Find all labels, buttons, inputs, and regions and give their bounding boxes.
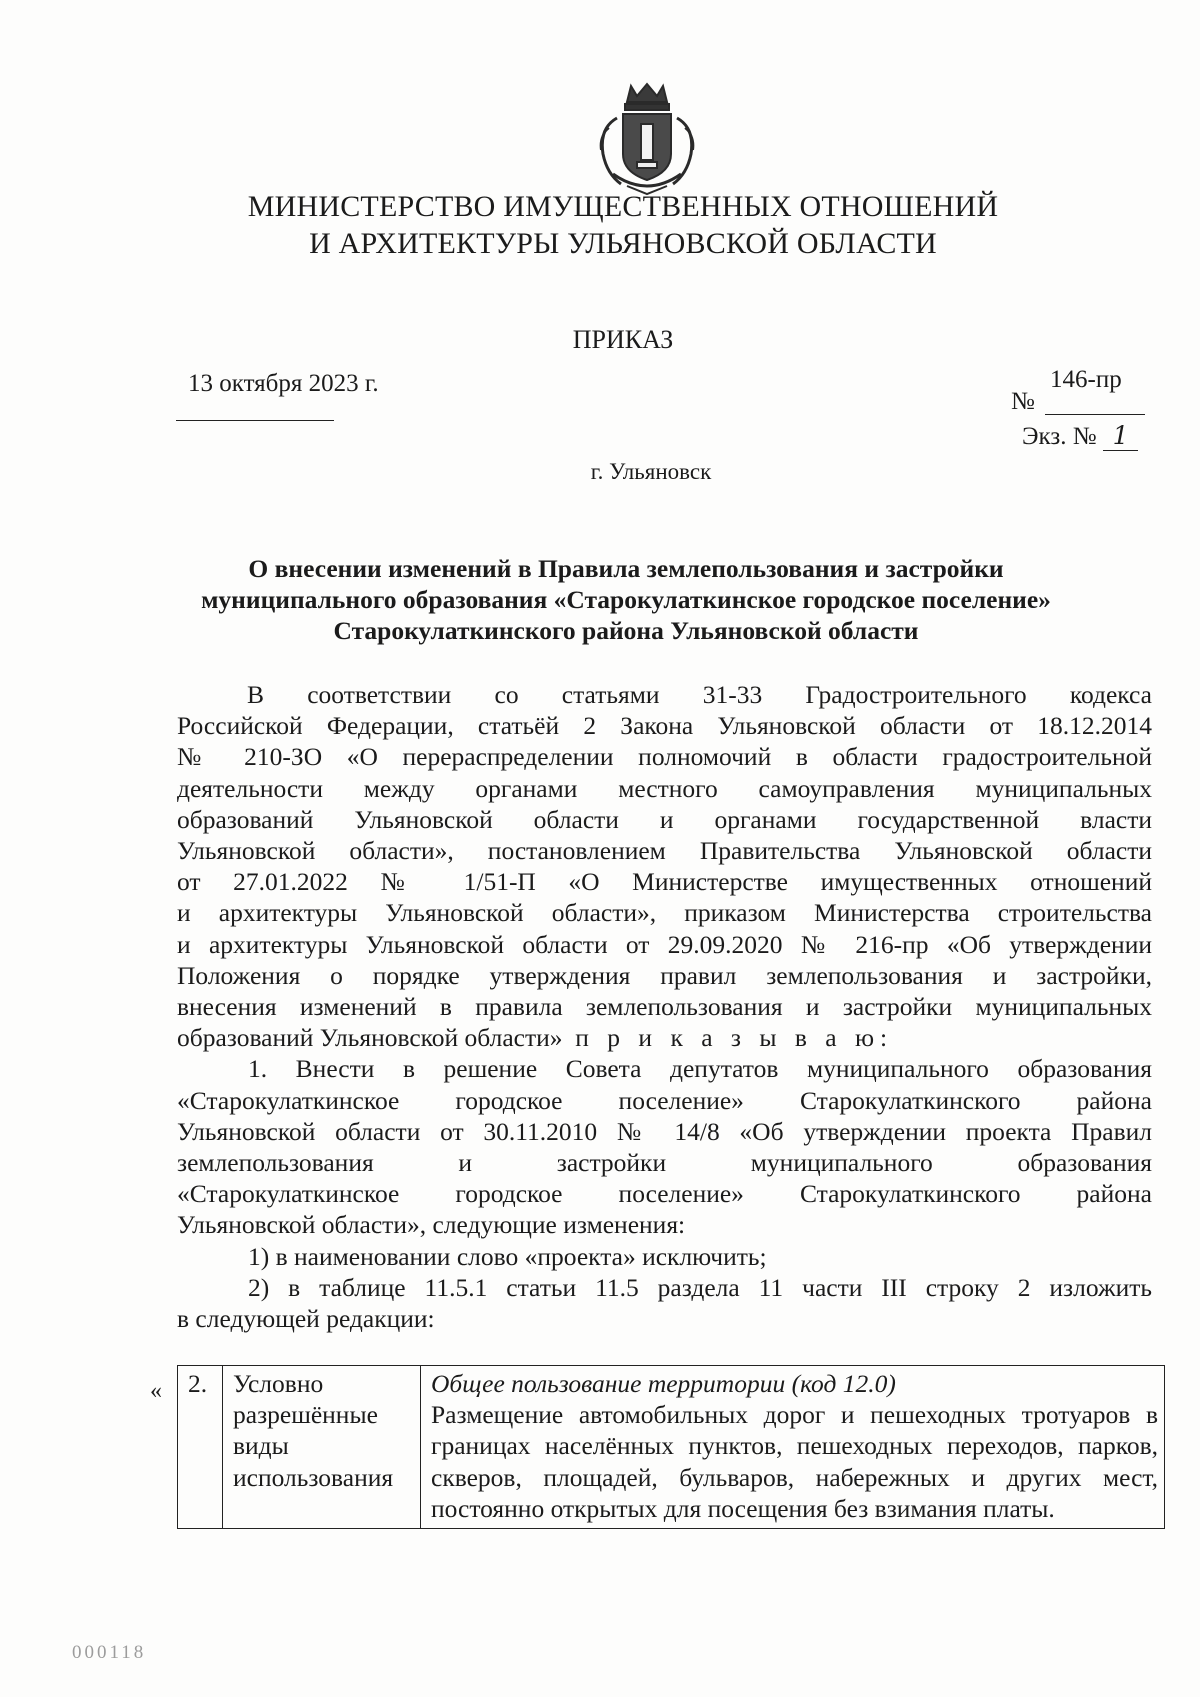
ministry-name-line2: И АРХИТЕКТУРЫ УЛЬЯНОВСКОЙ ОБЛАСТИ (309, 227, 937, 260)
row-label-line: виды (233, 1431, 289, 1461)
preamble-line: внесения изменений в правила землепользования и застройки муниципальных (177, 992, 1152, 1022)
row-label-line: использования (233, 1462, 394, 1492)
subitem-2-line1: 2) в таблице 11.5.1 статьи 11.5 раздела 11 части III строку 2 изложить (248, 1272, 1152, 1302)
order-title (0, 553, 1200, 646)
number-sign: № (1011, 388, 1035, 415)
date-underline (176, 420, 334, 421)
number-underline (1045, 414, 1145, 415)
coat-of-arms-emblem (587, 78, 707, 200)
copy-number-block (1022, 421, 1138, 451)
table-row (178, 1366, 1165, 1529)
order-number: 146-пр (1050, 366, 1122, 393)
ministry-name-line1: МИНИСТЕРСТВО ИМУЩЕСТВЕННЫХ ОТНОШЕНИЙ (247, 190, 999, 223)
preamble-last-line (177, 1022, 1152, 1053)
row-number: 2. (178, 1366, 223, 1529)
amendment-table (177, 1365, 1165, 1529)
copy-number: 1 (1103, 421, 1139, 451)
item1-line: Ульяновской области от 30.11.2010 № 14/8 «Об утверждении проекта Правил (177, 1116, 1152, 1146)
row-label (223, 1366, 421, 1529)
preamble-line: и архитектуры Ульяновской области», приказом Министерства строительства (177, 898, 1152, 928)
preamble-line: образований Ульяновской области» (177, 1023, 563, 1053)
preamble-line: от 27.01.2022 № 1/51-П «О Министерстве имущественных отношений (177, 867, 1152, 897)
use-description: Размещение автомобильных дорог и пешеходных тротуаров в границах населённых пунктов, пешеходных переходов, парков, скверов, площадей, бульваров, набережных и других мест, постоянно открытых для посещения без взимания платы. (431, 1400, 1158, 1523)
order-title-line3: Старокулаткинского района Ульяновской области (333, 616, 919, 645)
preamble-line: В соответствии со статьями 31-33 Градостроительного кодекса (247, 680, 1152, 709)
subitem-1: 1) в наименовании слово «проекта» исключить; (248, 1241, 767, 1271)
order-word: п р и к а з ы в а ю: (575, 1023, 894, 1053)
document-type: ПРИКАЗ (572, 325, 674, 354)
use-code-title: Общее пользование территории (код 12.0) (431, 1369, 896, 1398)
item1-line: 1. Внести в решение Совета депутатов муниципального образования (248, 1054, 1152, 1084)
preamble-line: и архитектуры Ульяновской области от 29.09.2020 № 216-пр «Об утверждении (177, 929, 1152, 959)
preamble-line: Ульяновской области», постановлением Правительства Ульяновской области (177, 836, 1152, 866)
item1-line: землепользования и застройки муниципального образования (177, 1148, 1152, 1178)
preamble-line: образований Ульяновской области и органами государственной власти (177, 804, 1152, 834)
opening-quote: « (150, 1378, 162, 1404)
order-body (177, 679, 1152, 1334)
preamble-line: Положения о порядке утверждения правил землепользования и застройки, (177, 960, 1152, 990)
row-content (421, 1366, 1165, 1529)
item1-line: «Старокулаткинское городское поселение» Старокулаткинского района (177, 1085, 1152, 1115)
preamble-line: деятельности между органами местного самоуправления муниципальных (177, 773, 1152, 803)
row-label-line: Условно (233, 1369, 324, 1398)
order-date: 13 октября 2023 г. (188, 370, 379, 397)
preamble-line: № 210-ЗО «О перераспределении полномочий в области градостроительной (177, 742, 1152, 772)
row-label-line: разрешённые (233, 1400, 378, 1430)
archive-stamp: 000118 (72, 1642, 147, 1663)
copy-label: Экз. № (1022, 423, 1097, 450)
order-title-line1: О внесении изменений в Правила землепользования и застройки (248, 554, 1004, 583)
subitem-2-line2: в следующей редакции: (177, 1304, 435, 1334)
order-title-line2: муниципального образования «Старокулаткинское городское поселение» (201, 585, 1051, 614)
item1-line: «Старокулаткинское городское поселение» Старокулаткинского района (177, 1179, 1152, 1209)
item1-line: Ульяновской области», следующие изменения: (177, 1210, 686, 1240)
ministry-name (0, 188, 1200, 262)
city: г. Ульяновск (590, 459, 712, 484)
preamble-line: Российской Федерации, статьёй 2 Закона Ульяновской области от 18.12.2014 (177, 711, 1152, 741)
